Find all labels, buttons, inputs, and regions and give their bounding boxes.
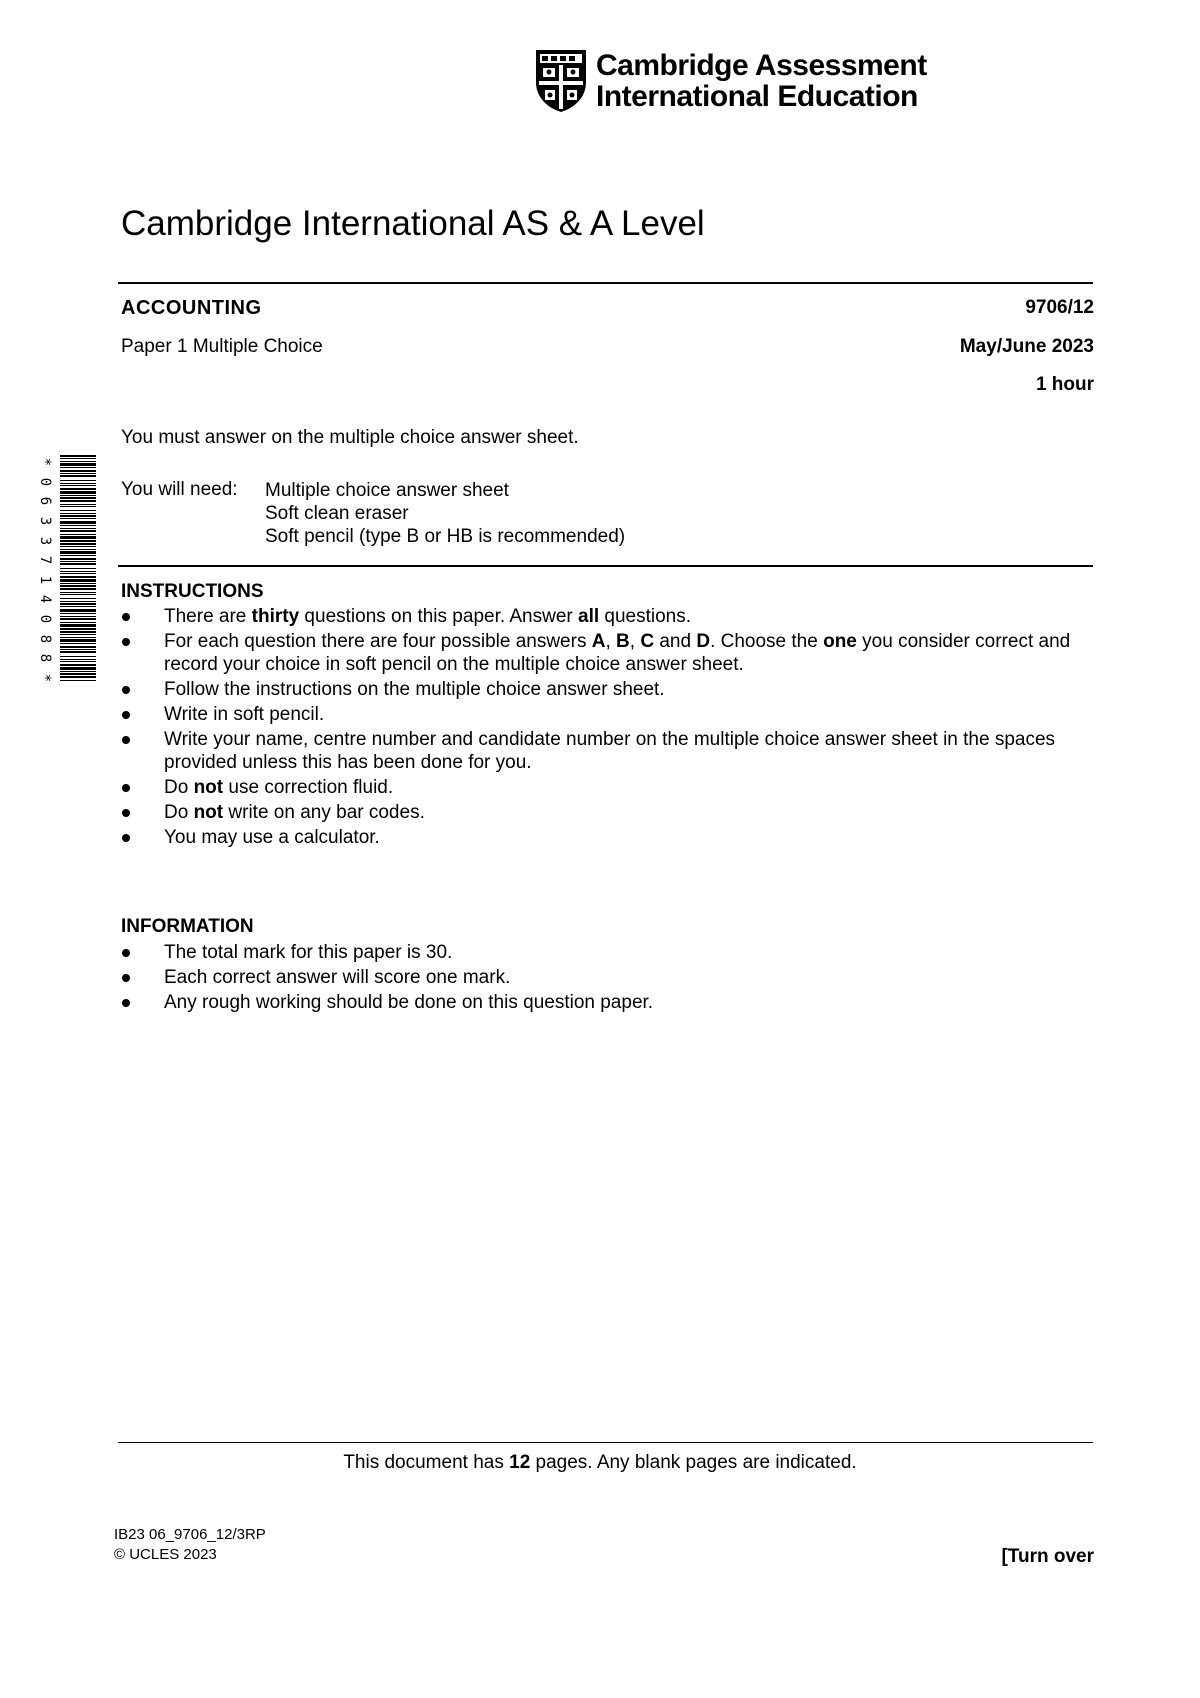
barcode-bar <box>60 504 96 505</box>
barcode-bar <box>60 613 96 614</box>
barcode-bar <box>60 518 96 519</box>
barcode-bar <box>60 628 96 630</box>
instruction-item: Do not write on any bar codes. <box>121 801 1101 824</box>
barcode-bar <box>60 594 96 595</box>
qualification-title: Cambridge International AS & A Level <box>121 204 705 243</box>
barcode-bar <box>60 659 96 660</box>
barcode-bar <box>60 673 96 675</box>
barcode-bar <box>60 506 96 507</box>
barcode-bar <box>60 661 96 662</box>
barcode-bar <box>60 651 96 653</box>
barcode-bar <box>60 592 96 593</box>
barcode-bar <box>60 480 96 481</box>
barcode-bar <box>60 534 96 535</box>
barcode-bar <box>60 463 96 466</box>
barcode-bar <box>60 470 96 472</box>
barcode-digit: 3 <box>37 536 53 545</box>
barcode-bar <box>60 603 96 605</box>
barcode-bar <box>60 543 96 545</box>
barcode-bar <box>60 622 96 623</box>
barcode-digit: 7 <box>37 555 53 565</box>
divider-top <box>118 282 1093 284</box>
barcode-bar <box>60 624 96 627</box>
barcode-bar <box>60 491 96 494</box>
barcode-bar <box>60 530 96 532</box>
instruction-item: Write your name, centre number and candidate number on the multiple choice answer sheet in the spaces provided unless this has been done for you. <box>121 728 1101 774</box>
barcode-digit: 4 <box>37 595 53 604</box>
barcode-bar <box>60 458 96 459</box>
turn-over-label: [Turn over <box>1001 1546 1094 1567</box>
barcode-bar <box>60 601 96 602</box>
barcode-bar <box>60 540 96 542</box>
barcode-bar <box>60 634 96 635</box>
barcode-bar <box>60 606 96 607</box>
information-item: Any rough working should be done on this question paper. <box>121 991 1101 1014</box>
barcode-bar <box>60 561 96 562</box>
barcode-bar <box>60 649 96 650</box>
barcode-digit: 1 <box>37 575 53 584</box>
barcode-bar <box>60 475 96 477</box>
barcode-bar <box>60 585 96 587</box>
barcode-bar <box>60 563 96 565</box>
barcode-bar <box>60 664 96 666</box>
barcode-bar <box>60 467 96 468</box>
barcode-bar <box>60 488 96 490</box>
answer-instruction: You must answer on the multiple choice answer sheet. <box>121 427 579 448</box>
barcode-digit: 0 <box>37 477 53 486</box>
barcode-bar <box>60 528 96 529</box>
barcode-bar <box>60 510 96 511</box>
instruction-item: Write in soft pencil. <box>121 703 1101 726</box>
divider-footer <box>118 1442 1093 1443</box>
instructions-list <box>121 605 1101 849</box>
barcode-bar <box>60 573 96 574</box>
need-item: Soft pencil (type B or HB is recommended) <box>265 526 626 547</box>
need-label: You will need: <box>121 479 238 500</box>
crest-icon <box>534 48 588 114</box>
instruction-item: You may use a calculator. <box>121 826 1101 849</box>
barcode-bar <box>60 473 96 474</box>
barcode-bar <box>60 583 96 584</box>
barcode <box>60 455 96 681</box>
barcode-bar <box>60 500 96 502</box>
barcode-bar <box>60 525 96 526</box>
barcode-bar <box>60 495 96 496</box>
page-count-note: This document has 12 pages. Any blank pages are indicated. <box>343 1452 857 1473</box>
document-reference <box>114 1525 266 1565</box>
information-list <box>121 941 1101 1014</box>
barcode-bar <box>60 643 96 644</box>
barcode-bar <box>60 455 96 457</box>
reference-code: IB23 06_9706_12/3RP <box>114 1526 266 1543</box>
instruction-item: Do not use correction fluid. <box>121 776 1101 799</box>
barcode-bar <box>60 579 96 582</box>
barcode-bar <box>60 483 96 484</box>
logo-line-2: International Education <box>596 80 918 113</box>
barcode-bar <box>60 618 96 620</box>
instruction-item: There are thirty questions on this paper. Answer all questions. <box>121 605 1101 628</box>
barcode-bar <box>60 558 96 560</box>
barcode-bar <box>60 546 96 547</box>
barcode-digit: 3 <box>37 516 53 526</box>
barcode-bar <box>60 667 96 670</box>
barcode-bar <box>60 676 96 678</box>
logo-line-1: Cambridge Assessment <box>596 49 927 82</box>
barcode-bar <box>60 571 96 572</box>
barcode-bar <box>60 598 96 599</box>
barcode-bar <box>60 637 96 638</box>
barcode-bar <box>60 485 96 486</box>
barcode-digit: * <box>37 673 53 683</box>
information-heading: INFORMATION <box>121 916 254 937</box>
barcode-bar <box>60 639 96 642</box>
information-item: The total mark for this paper is 30. <box>121 941 1101 964</box>
cambridge-logo <box>534 48 927 114</box>
exam-session: May/June 2023 <box>959 336 1094 357</box>
barcode-bar <box>60 568 96 569</box>
divider-instructions <box>118 565 1093 567</box>
barcode-digit: * <box>37 457 53 467</box>
barcode-bar <box>60 551 96 554</box>
barcode-bar <box>60 616 96 617</box>
need-item: Soft clean eraser <box>265 503 409 524</box>
instruction-item: For each question there are four possible answers A, B, C and D. Choose the one you consider correct and record your choice in soft pencil on the multiple choice answer sheet. <box>121 630 1101 676</box>
barcode-digit: 8 <box>37 654 53 663</box>
barcode-bar <box>60 609 96 612</box>
barcode-bar <box>60 497 96 499</box>
barcode-bar <box>60 576 96 578</box>
barcode-bar <box>60 513 96 514</box>
subject-name: ACCOUNTING <box>121 297 262 319</box>
need-list <box>265 479 625 548</box>
paper-code: 9706/12 <box>1025 297 1094 318</box>
instruction-item: Follow the instructions on the multiple choice answer sheet. <box>121 678 1101 701</box>
barcode-bar <box>60 631 96 633</box>
barcode-bar <box>60 646 96 648</box>
barcode-bar <box>60 521 96 524</box>
barcode-bar <box>60 656 96 657</box>
exam-duration: 1 hour <box>1035 374 1094 395</box>
barcode-bar <box>60 671 96 672</box>
copyright: © UCLES 2023 <box>114 1546 217 1563</box>
barcode-bar <box>60 515 96 517</box>
barcode-bar <box>60 549 96 550</box>
barcode-bar <box>60 555 96 556</box>
barcode-digits <box>34 455 56 685</box>
instructions-heading: INSTRUCTIONS <box>121 581 264 602</box>
paper-name: Paper 1 Multiple Choice <box>121 336 323 357</box>
barcode-bar <box>60 461 96 462</box>
barcode-bar <box>60 536 96 539</box>
barcode-digit: 8 <box>37 634 53 643</box>
barcode-digit: 6 <box>37 497 53 506</box>
information-item: Each correct answer will score one mark. <box>121 966 1101 989</box>
barcode-bar <box>60 680 96 681</box>
barcode-digit: 0 <box>37 614 53 624</box>
barcode-bar <box>60 588 96 590</box>
need-item: Multiple choice answer sheet <box>265 480 509 501</box>
